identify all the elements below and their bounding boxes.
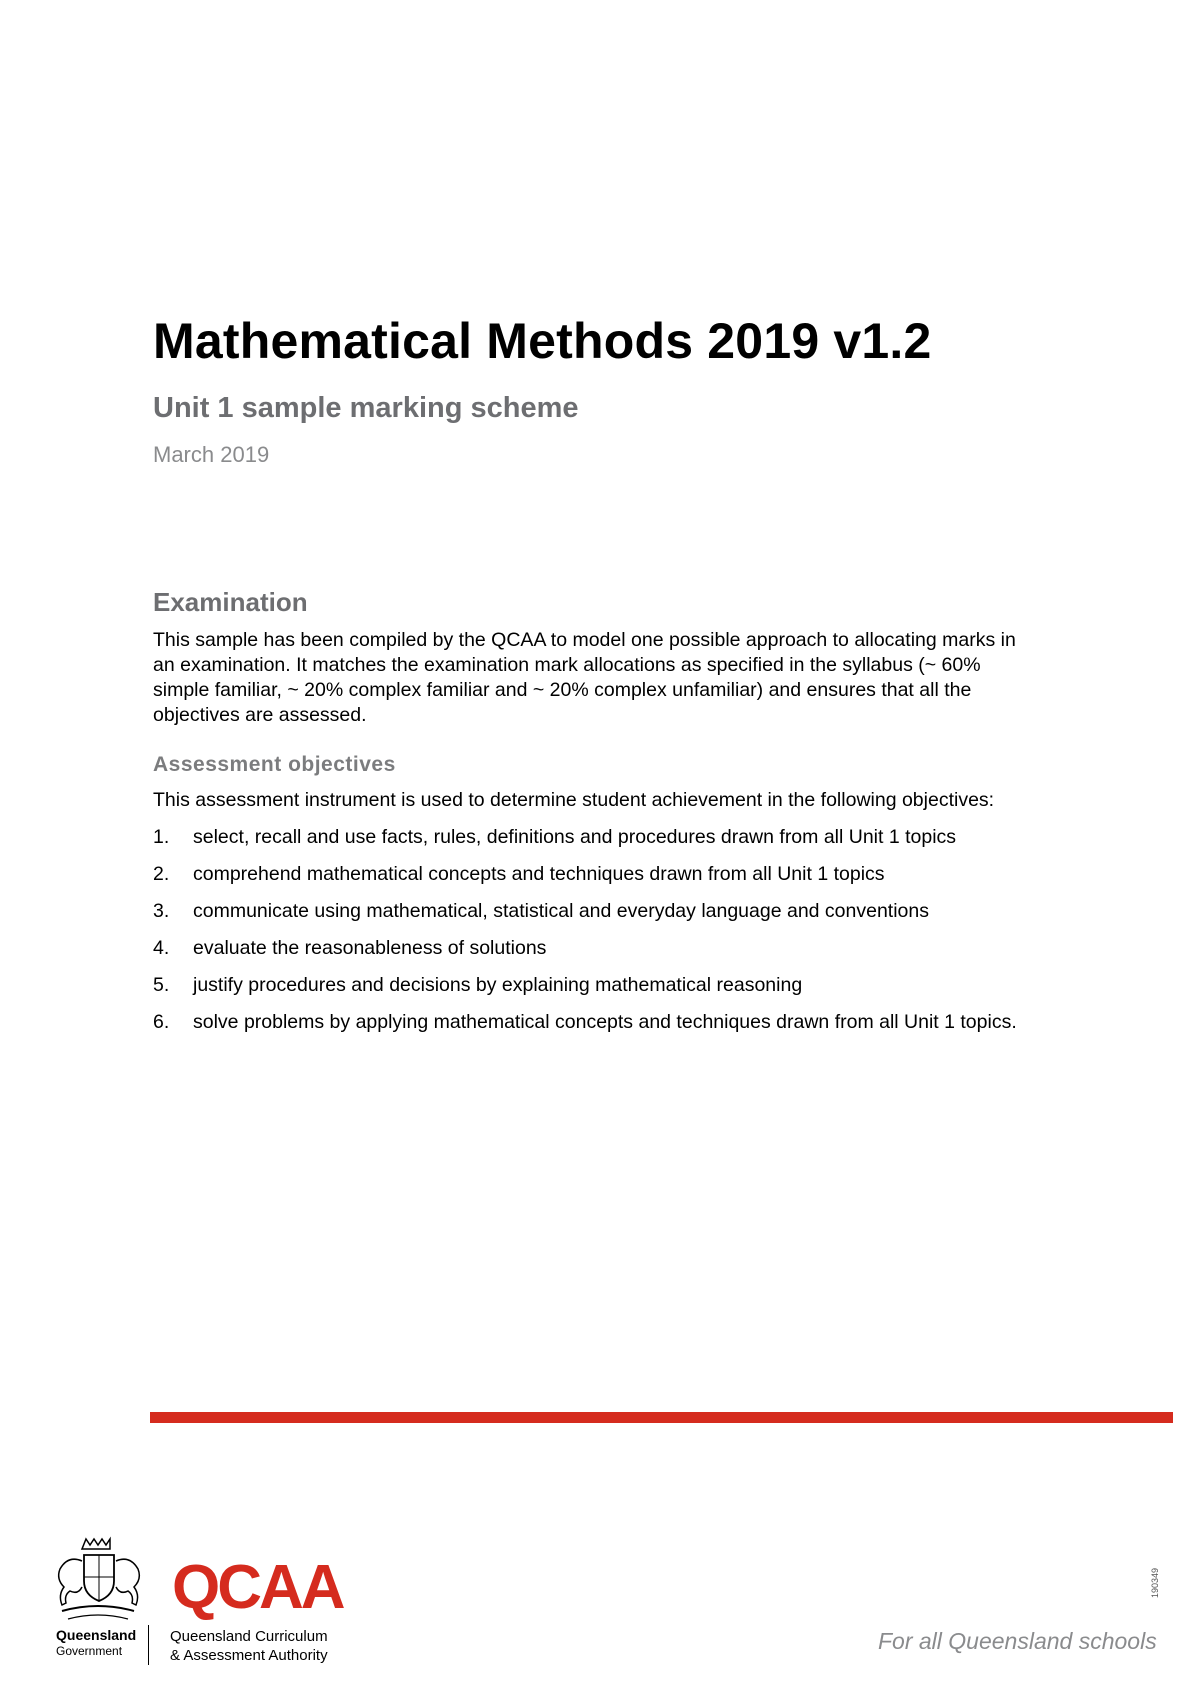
footer-tagline: For all Queensland schools — [878, 1628, 1157, 1654]
queensland-government-wordmark — [56, 1627, 136, 1659]
page-title: Mathematical Methods 2019 v1.2 — [153, 313, 932, 369]
objectives-list — [153, 825, 1033, 1035]
objective-item — [153, 862, 1033, 887]
logo-divider — [148, 1625, 149, 1665]
qcaa-logo: QCAA — [172, 1553, 343, 1622]
qcaa-full-name — [170, 1627, 328, 1665]
objective-number: 4. — [153, 937, 170, 959]
objective-number: 3. — [153, 900, 170, 922]
objective-text: communicate using mathematical, statistical and everyday language and conventions — [193, 900, 930, 922]
examination-heading: Examination — [153, 587, 308, 617]
authority-line-1: Queensland Curriculum — [170, 1628, 328, 1645]
queensland-crest-icon — [48, 1535, 148, 1623]
objective-text: comprehend mathematical concepts and techniques drawn from all Unit 1 topics — [193, 863, 885, 885]
publication-date: March 2019 — [153, 442, 270, 467]
document-code: 190349 — [1150, 1567, 1160, 1598]
gov-sub: Government — [56, 1644, 123, 1658]
objectives-heading: Assessment objectives — [153, 753, 396, 776]
objectives-intro: This assessment instrument is used to determine student achievement in the following objectives: — [153, 789, 995, 811]
page-subtitle: Unit 1 sample marking scheme — [153, 392, 579, 424]
examination-paragraph: This sample has been compiled by the QCAA to model one possible approach to allocating marks in an examination. It matches the examination mark allocations as specified in the syllabus (~ 60% simple familiar, ~ 20% complex familiar and ~ 20% complex unfamiliar) and ensures that all the objectives are assessed. — [153, 629, 1016, 726]
objective-text: select, recall and use facts, rules, definitions and procedures drawn from all Unit 1 topics — [193, 826, 957, 848]
objective-item — [153, 936, 1033, 961]
footer-logos — [48, 1535, 368, 1665]
authority-line-2: & Assessment Authority — [170, 1647, 328, 1664]
objective-item — [153, 1010, 1033, 1035]
objective-number: 2. — [153, 863, 170, 885]
objective-text: justify procedures and decisions by explaining mathematical reasoning — [193, 974, 803, 996]
objective-number: 6. — [153, 1011, 170, 1033]
objective-item — [153, 973, 1033, 998]
objective-item — [153, 899, 1033, 924]
objective-number: 1. — [153, 826, 170, 848]
objective-text: solve problems by applying mathematical concepts and techniques drawn from all Unit 1 topics. — [193, 1011, 1017, 1033]
main-content — [153, 587, 1033, 1047]
footer-red-rule — [150, 1412, 1173, 1423]
objective-number: 5. — [153, 974, 170, 996]
objective-item — [153, 825, 1033, 850]
gov-name: Queensland — [56, 1627, 137, 1643]
objective-text: evaluate the reasonableness of solutions — [193, 937, 547, 959]
